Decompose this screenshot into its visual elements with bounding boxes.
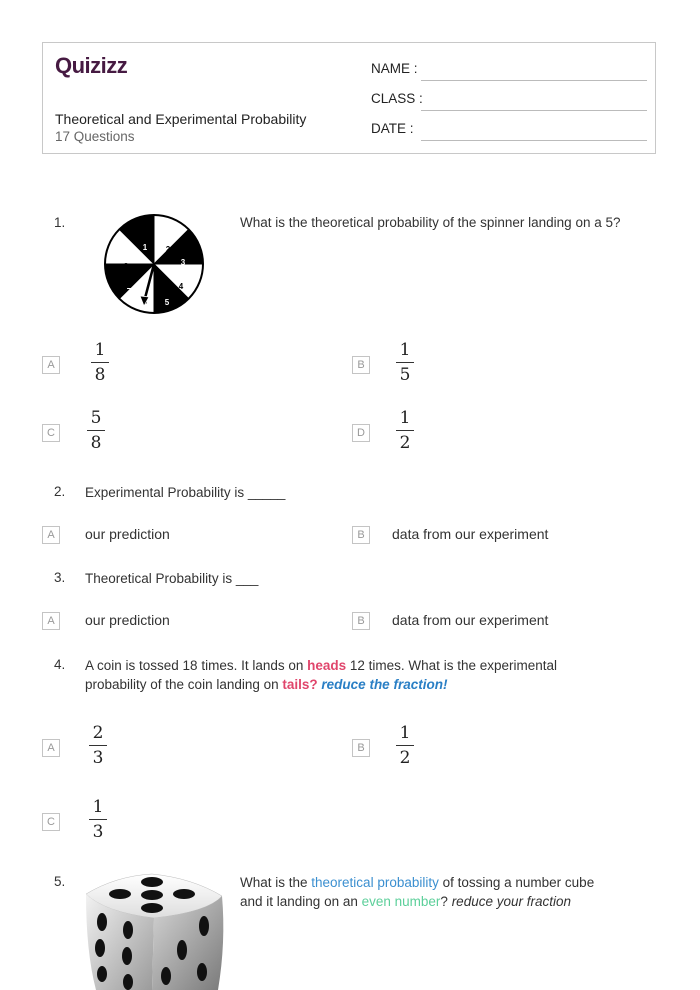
fraction-numerator: 5 <box>90 408 102 428</box>
q1-option-d[interactable]: D <box>352 424 370 442</box>
q4-text-part: A coin is tossed 18 times. It lands on <box>85 658 308 673</box>
q3-option-a[interactable]: A <box>42 612 60 630</box>
q1-option-a-fraction <box>89 340 111 385</box>
fraction-denominator: 8 <box>90 433 102 453</box>
q1-number: 1. <box>54 215 66 230</box>
spinner-label-2: 2 <box>165 245 171 254</box>
name-label: NAME : <box>371 61 418 76</box>
spinner-label-5: 5 <box>164 298 170 307</box>
fraction-numerator: 2 <box>92 723 104 743</box>
q4-option-b-fraction <box>394 723 416 768</box>
spinner-label-3: 3 <box>180 258 186 267</box>
question-count: 17 Questions <box>55 129 135 144</box>
q5-text-part: ? <box>440 894 452 909</box>
date-line[interactable] <box>421 140 647 141</box>
q3-number: 3. <box>54 570 66 585</box>
fraction-denominator: 2 <box>399 748 411 768</box>
q2-text: Experimental Probability is _____ <box>85 485 286 500</box>
q4-reduce-note: reduce the fraction! <box>321 677 448 692</box>
q2-option-b-text: data from our experiment <box>392 526 549 542</box>
fraction-denominator: 3 <box>92 822 104 842</box>
fraction-bar <box>89 819 107 820</box>
q2-option-b[interactable]: B <box>352 526 370 544</box>
q3-option-b-text: data from our experiment <box>392 612 549 628</box>
fraction-denominator: 5 <box>399 365 411 385</box>
q1-option-b-fraction <box>394 340 416 385</box>
fraction-bar <box>87 430 105 431</box>
q4-option-a-fraction <box>87 723 109 768</box>
q5-reduce-note: reduce your fraction <box>451 894 571 909</box>
q2-number: 2. <box>54 484 66 499</box>
q5-text-part: What is the <box>240 875 312 890</box>
q1-option-b[interactable]: B <box>352 356 370 374</box>
date-field[interactable] <box>371 121 647 141</box>
q5-number: 5. <box>54 874 66 889</box>
q3-text: Theoretical Probability is ___ <box>85 571 259 586</box>
q1-option-c-fraction <box>85 408 107 453</box>
q4-text <box>85 656 625 694</box>
q4-option-c[interactable]: C <box>42 813 60 831</box>
q1-text: What is the theoretical probability of the spinner landing on a 5? <box>240 215 621 230</box>
q5-even-number: even number <box>361 894 441 909</box>
worksheet-header <box>42 42 656 154</box>
q4-option-a[interactable]: A <box>42 739 60 757</box>
q5-text <box>240 873 660 911</box>
q2-option-a[interactable]: A <box>42 526 60 544</box>
spinner-label-1: 1 <box>142 243 148 252</box>
q1-option-c[interactable]: C <box>42 424 60 442</box>
class-label: CLASS : <box>371 91 423 106</box>
q2-option-a-text: our prediction <box>85 526 170 542</box>
fraction-numerator: 1 <box>399 723 411 743</box>
fraction-bar <box>89 745 107 746</box>
q4-text-part: probability of the coin landing on <box>85 677 283 692</box>
q1-option-d-fraction <box>394 408 416 453</box>
fraction-denominator: 8 <box>94 365 106 385</box>
spinner-image <box>102 212 206 316</box>
q3-option-a-text: our prediction <box>85 612 170 628</box>
spinner-label-8: 8 <box>123 262 129 271</box>
spinner-label-7: 7 <box>126 287 132 296</box>
q4-number: 4. <box>54 657 66 672</box>
fraction-numerator: 1 <box>92 797 104 817</box>
fraction-bar <box>396 430 414 431</box>
q4-option-c-fraction <box>87 797 109 842</box>
fraction-denominator: 3 <box>92 748 104 768</box>
q4-tails: tails? <box>282 677 318 692</box>
q4-option-b[interactable]: B <box>352 739 370 757</box>
q5-text-part: and it landing on an <box>240 894 362 909</box>
q4-heads: heads <box>307 658 347 673</box>
class-line[interactable] <box>421 110 647 111</box>
worksheet-title: Theoretical and Experimental Probability <box>55 111 307 127</box>
q3-option-b[interactable]: B <box>352 612 370 630</box>
spinner-label-4: 4 <box>178 282 184 291</box>
name-field[interactable] <box>371 61 647 81</box>
quizizz-logo: Quizizz <box>55 53 128 78</box>
number-cube-image <box>82 872 232 990</box>
q5-theoretical-probability: theoretical probability <box>311 875 439 890</box>
date-label: DATE : <box>371 121 414 136</box>
q5-text-part: of tossing a number cube <box>438 875 595 890</box>
class-field[interactable] <box>371 91 647 111</box>
fraction-numerator: 1 <box>399 340 411 360</box>
fraction-bar <box>91 362 109 363</box>
fraction-numerator: 1 <box>94 340 106 360</box>
q4-text-part: 12 times. What is the experimental <box>346 658 557 673</box>
fraction-bar <box>396 362 414 363</box>
q1-option-a[interactable]: A <box>42 356 60 374</box>
fraction-denominator: 2 <box>399 433 411 453</box>
fraction-bar <box>396 745 414 746</box>
fraction-numerator: 1 <box>399 408 411 428</box>
name-line[interactable] <box>421 80 647 81</box>
